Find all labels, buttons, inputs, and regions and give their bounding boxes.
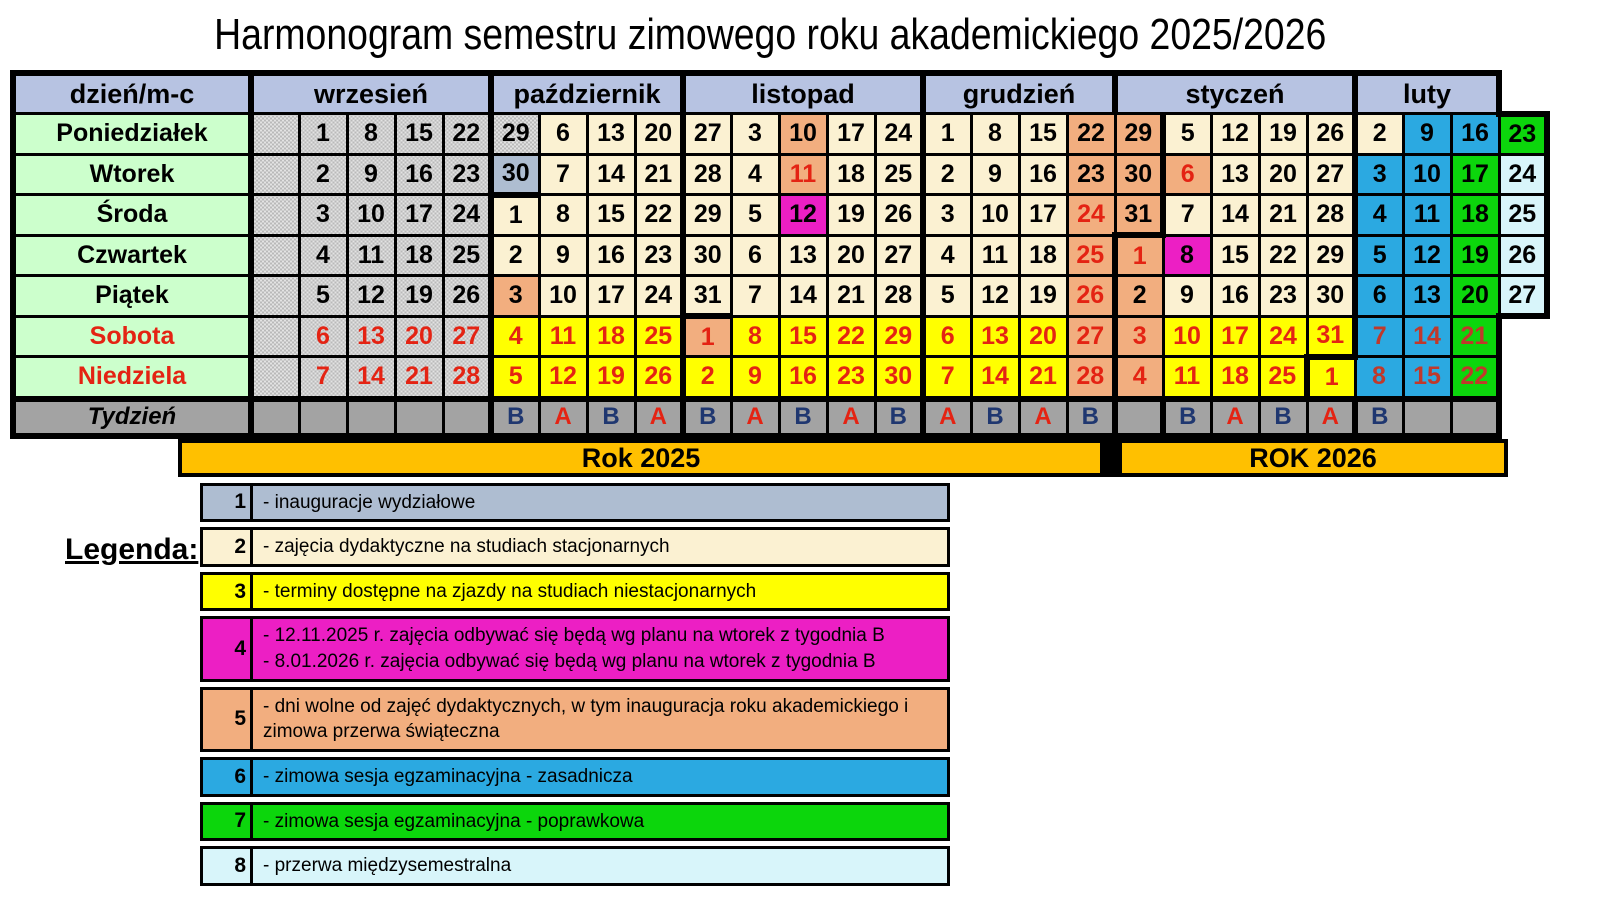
day-cell: 3 <box>923 195 971 236</box>
day-cell: 2 <box>299 154 347 195</box>
day-cell: 16 <box>779 357 827 399</box>
day-cell: 20 <box>827 235 875 276</box>
page-title <box>10 10 1530 60</box>
day-label-poniedzialek: Poniedziałek <box>13 114 251 155</box>
day-cell: 23 <box>635 235 683 276</box>
day-cell: 27 <box>443 316 491 357</box>
day-cell: 25 <box>443 235 491 276</box>
legend-item-number: 5 <box>203 690 253 749</box>
day-cell: 13 <box>587 114 635 155</box>
day-cell: 25 <box>875 154 923 195</box>
day-cell: 17 <box>1019 195 1067 236</box>
day-cell: 2 <box>1115 276 1163 317</box>
year-bar-2026: ROK 2026 <box>1122 439 1508 477</box>
week-type-cell: A <box>731 399 779 436</box>
week-type-cell: A <box>827 399 875 436</box>
day-cell: 14 <box>779 276 827 317</box>
day-cell: 4 <box>923 235 971 276</box>
day-cell: 19 <box>1259 114 1307 155</box>
day-cell: 9 <box>1163 276 1211 317</box>
week-type-cell: A <box>1307 399 1355 436</box>
day-cell <box>251 276 299 317</box>
day-cell: 28 <box>443 357 491 399</box>
day-cell: 25 <box>635 316 683 357</box>
day-cell: 5 <box>491 357 539 399</box>
legend-item-7 <box>200 802 950 842</box>
week-type-cell: B <box>1259 399 1307 436</box>
day-cell: 16 <box>1451 114 1499 155</box>
legend-item-number: 3 <box>203 575 253 609</box>
day-cell: 14 <box>1403 316 1451 357</box>
day-cell: 22 <box>1259 235 1307 276</box>
day-cell: 1 <box>299 114 347 155</box>
week-type-cell <box>299 399 347 436</box>
day-cell: 8 <box>971 114 1019 155</box>
day-label-niedziela: Niedziela <box>13 357 251 399</box>
day-cell: 1 <box>923 114 971 155</box>
page-title-text: Harmonogram semestru zimowego roku akademickiego 2025/2026 <box>213 10 1327 59</box>
day-cell: 17 <box>827 114 875 155</box>
day-cell: 30 <box>875 357 923 399</box>
day-cell: 9 <box>347 154 395 195</box>
week-type-cell <box>251 399 299 436</box>
day-cell: 11 <box>971 235 1019 276</box>
day-cell: 13 <box>347 316 395 357</box>
day-cell: 19 <box>587 357 635 399</box>
day-cell: 20 <box>1451 276 1499 317</box>
day-cell: 20 <box>395 316 443 357</box>
day-cell: 15 <box>587 195 635 236</box>
day-cell: 8 <box>1355 357 1403 399</box>
day-cell: 21 <box>1019 357 1067 399</box>
week-type-cell: B <box>875 399 923 436</box>
day-cell <box>251 235 299 276</box>
day-label-piatek: Piątek <box>13 276 251 317</box>
day-cell: 21 <box>1451 316 1499 357</box>
day-cell: 27 <box>1499 276 1547 317</box>
day-cell: 19 <box>1451 235 1499 276</box>
day-cell: 11 <box>347 235 395 276</box>
legend-item-5 <box>200 687 950 752</box>
day-cell: 31 <box>683 276 731 317</box>
header-void-cell <box>1499 73 1547 114</box>
day-label-wtorek: Wtorek <box>13 154 251 195</box>
day-cell: 18 <box>1211 357 1259 399</box>
week-type-cell: B <box>1067 399 1115 436</box>
legend-item-text: - terminy dostępne na zjazdy na studiach niestacjonarnych <box>263 580 757 602</box>
legend-item-number: 7 <box>203 805 253 839</box>
day-cell: 3 <box>299 195 347 236</box>
day-cell: 12 <box>779 195 827 236</box>
day-cell: 25 <box>1259 357 1307 399</box>
day-cell: 28 <box>1067 357 1115 399</box>
day-cell: 29 <box>1115 114 1163 155</box>
week-type-cell <box>1451 399 1499 436</box>
week-type-cell <box>443 399 491 436</box>
day-cell: 12 <box>347 276 395 317</box>
week-type-cell <box>1403 399 1451 436</box>
day-cell: 6 <box>539 114 587 155</box>
day-label-sobota: Sobota <box>13 316 251 357</box>
day-cell: 7 <box>539 154 587 195</box>
day-cell: 22 <box>1067 114 1115 155</box>
day-cell: 15 <box>1403 357 1451 399</box>
legend-title: Legenda: <box>65 532 199 566</box>
day-cell: 19 <box>827 195 875 236</box>
day-cell: 29 <box>875 316 923 357</box>
day-cell <box>251 195 299 236</box>
week-type-cell <box>395 399 443 436</box>
calendar-corner-label: dzień/m-c <box>13 73 251 114</box>
legend-section <box>10 483 1600 886</box>
week-type-cell: B <box>491 399 539 436</box>
legend-item-4 <box>200 616 950 681</box>
day-cell: 29 <box>491 114 539 155</box>
day-cell: 23 <box>1259 276 1307 317</box>
day-cell: 13 <box>1211 154 1259 195</box>
day-cell: 23 <box>443 154 491 195</box>
day-cell: 6 <box>1163 154 1211 195</box>
day-cell: 26 <box>1307 114 1355 155</box>
week-type-cell: B <box>1163 399 1211 436</box>
day-cell: 2 <box>923 154 971 195</box>
day-cell: 5 <box>923 276 971 317</box>
legend-item-text: - zimowa sesja egzaminacyjna - poprawkowa <box>263 810 645 832</box>
day-cell: 3 <box>491 276 539 317</box>
day-cell: 30 <box>1115 154 1163 195</box>
day-void-cell <box>1499 357 1547 399</box>
legend-item-text: - 12.11.2025 r. zajęcia odbywać się będą wg planu na wtorek z tygodnia B - 8.01.2026 r. zajęcia odbywać się będą wg planu na wtorek z tygodnia B <box>263 625 885 673</box>
legend-item-text: - dni wolne od zajęć dydaktycznych, w tym inauguracja roku akademickiego i zimowa przerwa świąteczna <box>263 695 909 743</box>
day-cell: 7 <box>299 357 347 399</box>
day-cell: 24 <box>1499 154 1547 195</box>
day-cell: 17 <box>1451 154 1499 195</box>
month-header-styczen: styczeń <box>1115 73 1355 114</box>
day-cell: 10 <box>347 195 395 236</box>
day-cell: 28 <box>875 276 923 317</box>
day-cell: 12 <box>1403 235 1451 276</box>
day-cell: 9 <box>731 357 779 399</box>
day-cell: 27 <box>875 235 923 276</box>
day-cell: 14 <box>1211 195 1259 236</box>
week-void-cell <box>1499 399 1547 436</box>
day-cell: 8 <box>1163 235 1211 276</box>
day-cell: 3 <box>731 114 779 155</box>
day-cell: 17 <box>395 195 443 236</box>
day-cell: 7 <box>1355 316 1403 357</box>
day-cell: 24 <box>1067 195 1115 236</box>
day-cell: 30 <box>1307 276 1355 317</box>
day-cell: 30 <box>491 154 539 195</box>
day-cell: 16 <box>395 154 443 195</box>
month-header-wrzesien: wrzesień <box>251 73 491 114</box>
day-cell: 20 <box>635 114 683 155</box>
day-cell <box>251 114 299 155</box>
day-cell: 26 <box>635 357 683 399</box>
day-label-czwartek: Czwartek <box>13 235 251 276</box>
day-cell: 4 <box>491 316 539 357</box>
day-cell: 2 <box>683 357 731 399</box>
day-cell: 26 <box>443 276 491 317</box>
week-type-cell: B <box>1355 399 1403 436</box>
day-cell: 21 <box>827 276 875 317</box>
day-cell: 26 <box>1499 235 1547 276</box>
day-cell: 15 <box>395 114 443 155</box>
week-type-cell: A <box>923 399 971 436</box>
day-cell <box>251 154 299 195</box>
day-cell: 3 <box>1115 316 1163 357</box>
day-cell: 1 <box>1307 357 1355 399</box>
day-cell: 1 <box>683 316 731 357</box>
day-cell: 11 <box>1403 195 1451 236</box>
day-cell: 5 <box>1355 235 1403 276</box>
day-cell: 25 <box>1067 235 1115 276</box>
day-cell: 15 <box>779 316 827 357</box>
legend-item-2 <box>200 527 950 567</box>
day-cell: 12 <box>1211 114 1259 155</box>
day-cell: 31 <box>1115 195 1163 236</box>
day-cell: 10 <box>1163 316 1211 357</box>
day-cell: 5 <box>1163 114 1211 155</box>
day-cell: 1 <box>491 195 539 236</box>
week-type-cell: B <box>971 399 1019 436</box>
day-cell: 16 <box>1211 276 1259 317</box>
day-cell: 28 <box>683 154 731 195</box>
day-cell: 31 <box>1307 316 1355 357</box>
day-cell: 22 <box>827 316 875 357</box>
week-type-cell <box>347 399 395 436</box>
day-cell: 16 <box>1019 154 1067 195</box>
day-cell: 10 <box>539 276 587 317</box>
day-cell: 18 <box>1451 195 1499 236</box>
day-cell: 10 <box>779 114 827 155</box>
day-cell: 18 <box>827 154 875 195</box>
day-label-sroda: Środa <box>13 195 251 236</box>
day-cell: 24 <box>443 195 491 236</box>
day-cell: 15 <box>1211 235 1259 276</box>
day-cell: 30 <box>683 235 731 276</box>
semester-calendar-table <box>10 70 1550 439</box>
day-cell: 7 <box>731 276 779 317</box>
day-cell: 11 <box>1163 357 1211 399</box>
day-cell: 19 <box>1019 276 1067 317</box>
day-cell: 9 <box>539 235 587 276</box>
week-row-label: Tydzień <box>13 399 251 436</box>
month-header-pazdziernik: październik <box>491 73 683 114</box>
day-cell: 18 <box>1019 235 1067 276</box>
legend-item-text: - zajęcia dydaktyczne na studiach stacjonarnych <box>263 536 670 558</box>
day-cell: 6 <box>731 235 779 276</box>
day-cell: 22 <box>1451 357 1499 399</box>
day-cell: 10 <box>1403 154 1451 195</box>
legend-item-8 <box>200 846 950 886</box>
week-type-cell: A <box>635 399 683 436</box>
day-cell: 1 <box>1115 235 1163 276</box>
day-cell: 13 <box>779 235 827 276</box>
day-cell: 16 <box>587 235 635 276</box>
day-cell: 18 <box>587 316 635 357</box>
day-cell: 13 <box>971 316 1019 357</box>
day-cell: 27 <box>1307 154 1355 195</box>
day-cell: 27 <box>1067 316 1115 357</box>
legend-item-text: - przerwa międzysemestralna <box>263 855 512 877</box>
day-cell: 5 <box>731 195 779 236</box>
legend-item-number: 1 <box>203 486 253 520</box>
day-cell: 27 <box>683 114 731 155</box>
day-cell: 28 <box>1307 195 1355 236</box>
day-cell: 19 <box>395 276 443 317</box>
year-divider <box>1100 439 1122 477</box>
day-cell: 4 <box>731 154 779 195</box>
day-cell: 11 <box>539 316 587 357</box>
legend-item-number: 8 <box>203 849 253 883</box>
day-cell <box>251 357 299 399</box>
week-type-cell: B <box>779 399 827 436</box>
day-cell: 20 <box>1019 316 1067 357</box>
day-cell: 4 <box>1115 357 1163 399</box>
day-cell: 24 <box>635 276 683 317</box>
day-cell: 29 <box>683 195 731 236</box>
day-void-cell <box>1499 316 1547 357</box>
day-cell: 12 <box>971 276 1019 317</box>
day-cell: 2 <box>491 235 539 276</box>
day-cell: 9 <box>971 154 1019 195</box>
day-cell: 6 <box>1355 276 1403 317</box>
day-cell: 22 <box>635 195 683 236</box>
day-cell: 14 <box>971 357 1019 399</box>
day-cell: 6 <box>923 316 971 357</box>
week-type-cell: A <box>539 399 587 436</box>
day-cell: 12 <box>539 357 587 399</box>
day-cell: 29 <box>1307 235 1355 276</box>
day-cell: 11 <box>779 154 827 195</box>
legend-item-text: - zimowa sesja egzaminacyjna - zasadnicza <box>263 765 633 787</box>
day-cell: 23 <box>827 357 875 399</box>
month-header-listopad: listopad <box>683 73 923 114</box>
day-cell: 26 <box>875 195 923 236</box>
day-cell: 8 <box>347 114 395 155</box>
day-cell: 17 <box>1211 316 1259 357</box>
week-type-cell: A <box>1019 399 1067 436</box>
day-cell: 7 <box>923 357 971 399</box>
day-cell: 5 <box>299 276 347 317</box>
year-bar-2025: Rok 2025 <box>178 439 1100 477</box>
day-cell: 24 <box>875 114 923 155</box>
day-cell: 21 <box>395 357 443 399</box>
day-cell: 14 <box>587 154 635 195</box>
legend-item-1 <box>200 483 950 523</box>
legend-item-3 <box>200 572 950 612</box>
day-cell: 9 <box>1403 114 1451 155</box>
day-cell: 22 <box>443 114 491 155</box>
day-cell: 15 <box>1019 114 1067 155</box>
day-cell: 14 <box>347 357 395 399</box>
legend-item-number: 2 <box>203 530 253 564</box>
day-cell: 23 <box>1067 154 1115 195</box>
week-type-cell <box>1115 399 1163 436</box>
day-cell: 7 <box>1163 195 1211 236</box>
day-cell: 24 <box>1259 316 1307 357</box>
day-cell: 10 <box>971 195 1019 236</box>
legend-list <box>200 483 950 886</box>
week-type-cell: B <box>683 399 731 436</box>
day-cell: 20 <box>1259 154 1307 195</box>
day-cell: 6 <box>299 316 347 357</box>
day-cell: 25 <box>1499 195 1547 236</box>
day-cell: 17 <box>587 276 635 317</box>
week-type-cell: A <box>1211 399 1259 436</box>
day-cell: 23 <box>1499 114 1547 155</box>
day-cell: 3 <box>1355 154 1403 195</box>
day-cell: 4 <box>299 235 347 276</box>
year-bars <box>178 439 1600 477</box>
week-type-cell: B <box>587 399 635 436</box>
day-cell: 21 <box>1259 195 1307 236</box>
legend-item-6 <box>200 757 950 797</box>
legend-item-number: 4 <box>203 619 253 678</box>
day-cell: 8 <box>731 316 779 357</box>
day-cell: 21 <box>635 154 683 195</box>
legend-item-number: 6 <box>203 760 253 794</box>
day-cell: 26 <box>1067 276 1115 317</box>
day-cell: 18 <box>395 235 443 276</box>
day-cell: 4 <box>1355 195 1403 236</box>
day-cell <box>251 316 299 357</box>
month-header-grudzien: grudzień <box>923 73 1115 114</box>
month-header-luty: luty <box>1355 73 1499 114</box>
day-cell: 8 <box>539 195 587 236</box>
legend-item-text: - inauguracje wydziałowe <box>263 491 476 513</box>
day-cell: 2 <box>1355 114 1403 155</box>
day-cell: 13 <box>1403 276 1451 317</box>
